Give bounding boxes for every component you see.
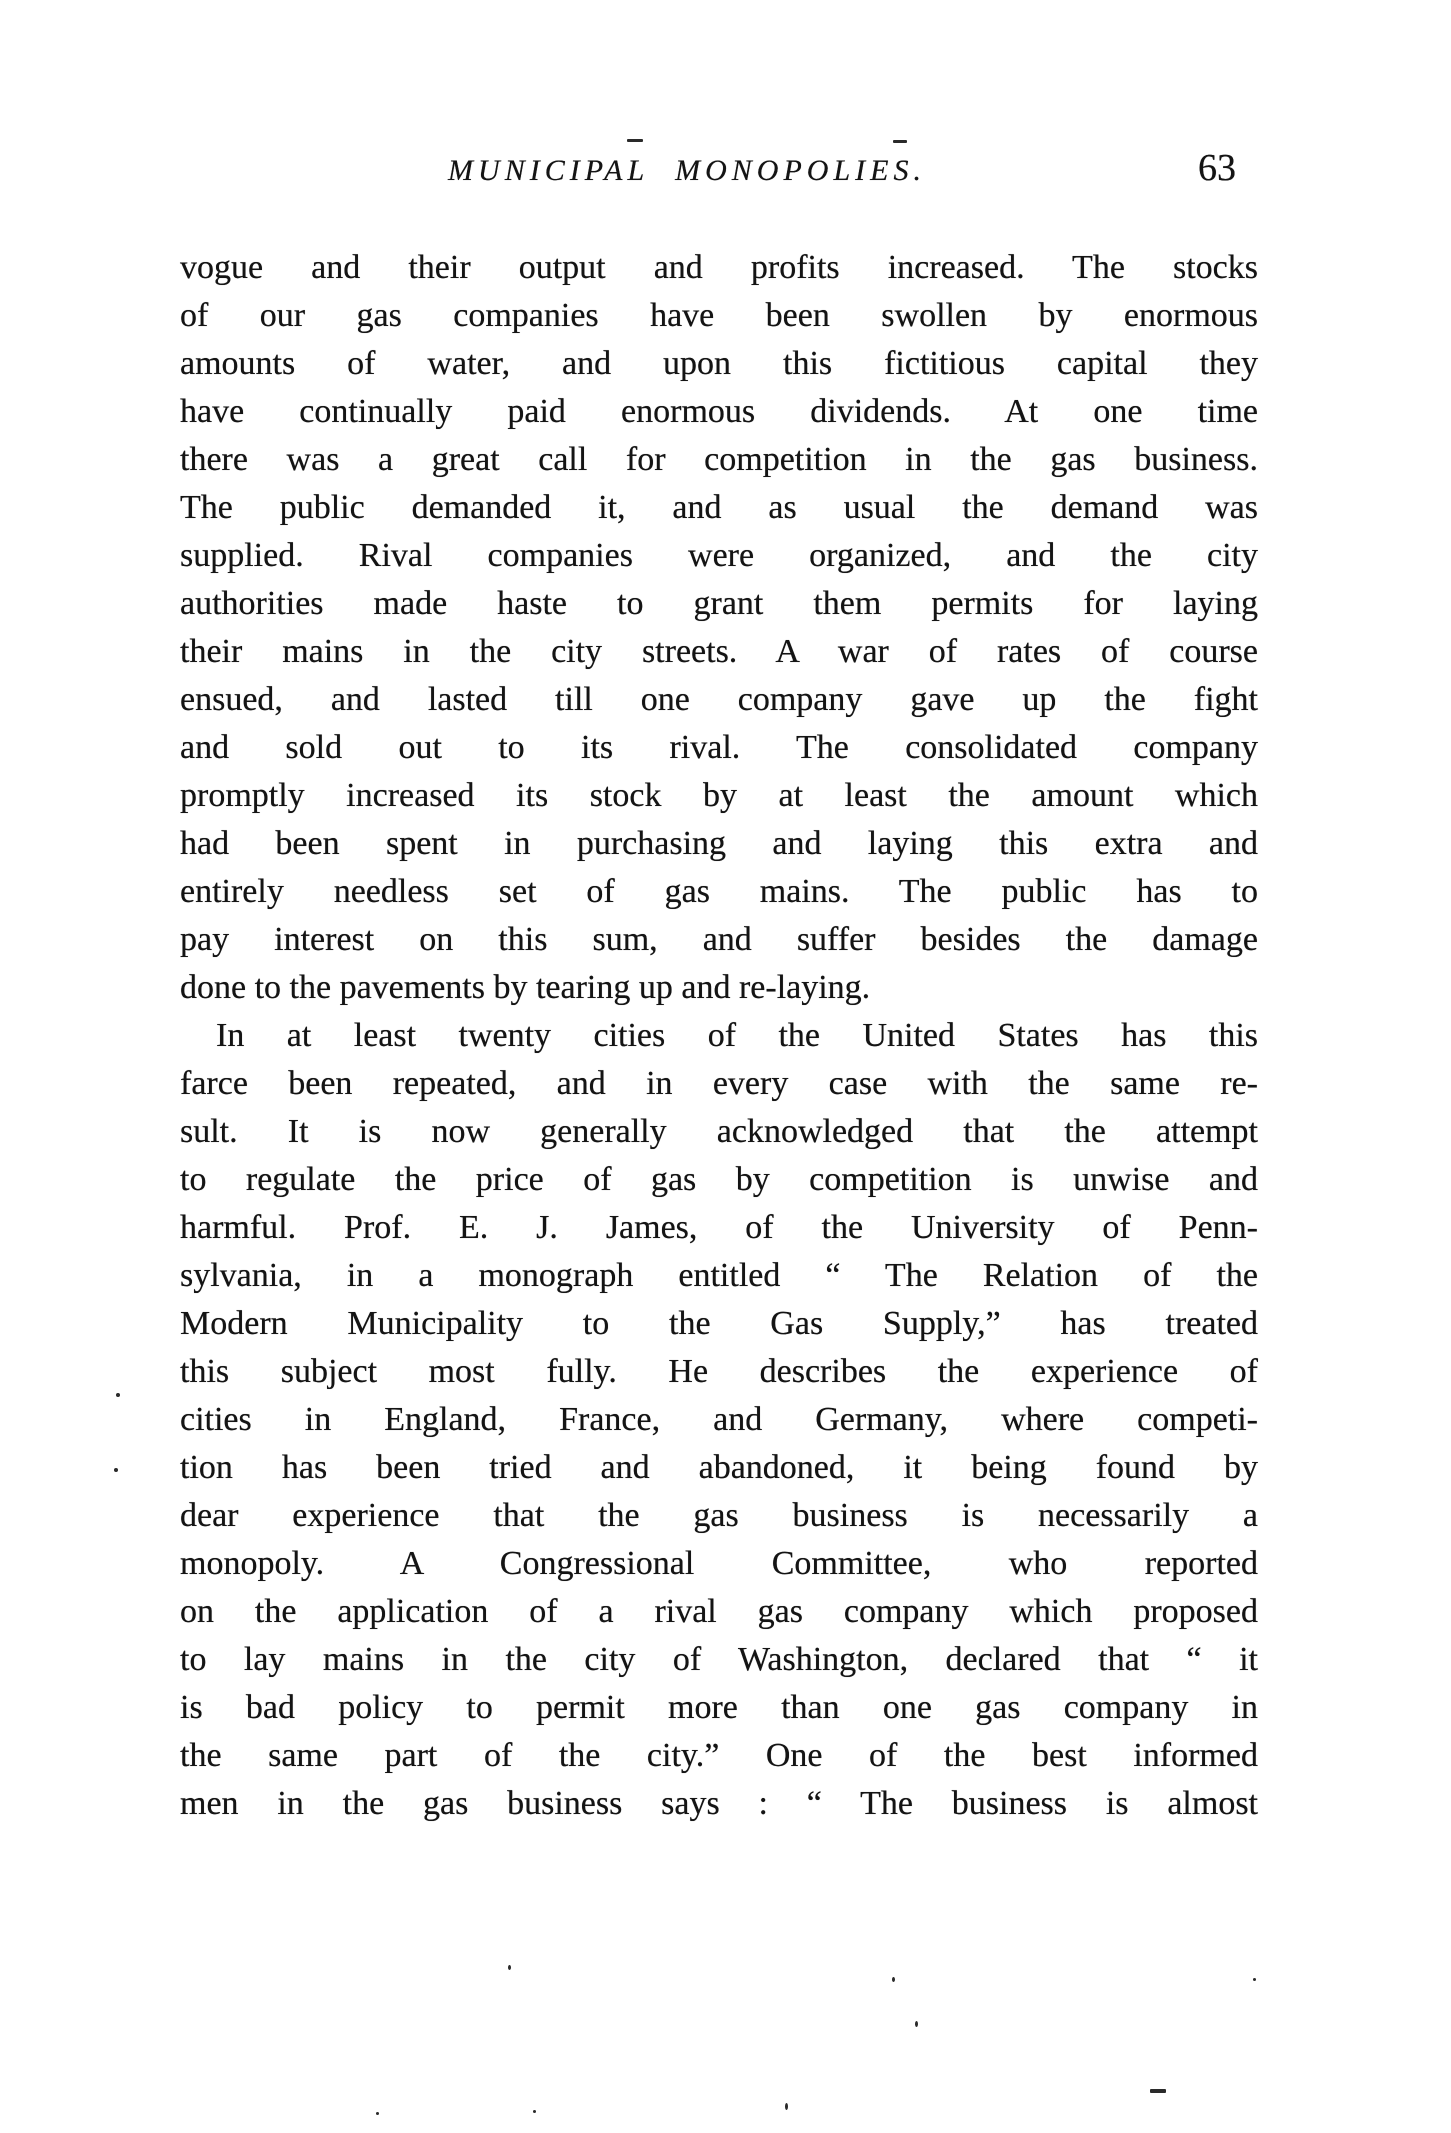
- text-line: cities in England, France, and Germany, where competi-: [180, 1401, 1258, 1438]
- text-line: sult. It is now generally acknowledged that the attempt: [180, 1113, 1258, 1150]
- text-line: dear experience that the gas business is necessarily a: [180, 1497, 1258, 1534]
- text-line: and sold out to its rival. The consolidated company: [180, 729, 1258, 766]
- text-line: Modern Municipality to the Gas Supply,” has treated: [180, 1305, 1258, 1342]
- text-line: The public demanded it, and as usual the demand was: [180, 489, 1258, 526]
- text-line: monopoly. A Congressional Committee, who reported: [180, 1545, 1258, 1582]
- text-line: have continually paid enormous dividends. At one time: [180, 393, 1258, 430]
- text-line: there was a great call for competition in the gas business.: [180, 441, 1258, 478]
- scan-speck: [1253, 1978, 1256, 1981]
- text-line: the same part of the city.” One of the best informed: [180, 1737, 1258, 1774]
- text-line: authorities made haste to grant them permits for laying: [180, 585, 1258, 622]
- text-line: to lay mains in the city of Washington, declared that “ it: [180, 1641, 1258, 1678]
- text-line: to regulate the price of gas by competition is unwise and: [180, 1161, 1258, 1198]
- text-line: their mains in the city streets. A war of rates of course: [180, 633, 1258, 670]
- scan-speck: [533, 2110, 536, 2113]
- text-line: pay interest on this sum, and suffer besides the damage: [180, 921, 1258, 958]
- text-line: on the application of a rival gas company which proposed: [180, 1593, 1258, 1630]
- text-line: vogue and their output and profits increased. The stocks: [180, 249, 1258, 286]
- text-line: supplied. Rival companies were organized, and the city: [180, 537, 1258, 574]
- scan-speck: [508, 1965, 511, 1970]
- scan-speck: [893, 140, 907, 143]
- text-line: done to the pavements by tearing up and re-laying.: [180, 969, 871, 1006]
- page-number: 63: [1198, 147, 1236, 189]
- text-line: this subject most fully. He describes the experience of: [180, 1353, 1258, 1390]
- scan-speck: [376, 2112, 379, 2115]
- text-line: tion has been tried and abandoned, it being found by: [180, 1449, 1258, 1486]
- scan-speck: [915, 2021, 918, 2027]
- text-line: farce been repeated, and in every case with the same re-: [180, 1065, 1258, 1102]
- text-line: sylvania, in a monograph entitled “ The Relation of the: [180, 1257, 1258, 1294]
- text-line: ensued, and lasted till one company gave up the fight: [180, 681, 1258, 718]
- text-line: men in the gas business says : “ The business is almost: [180, 1785, 1258, 1822]
- text-line: harmful. Prof. E. J. James, of the University of Penn-: [180, 1209, 1258, 1246]
- text-line: entirely needless set of gas mains. The public has to: [180, 873, 1258, 910]
- text-line: is bad policy to permit more than one gas company in: [180, 1689, 1258, 1726]
- text-line: of our gas companies have been swollen by enormous: [180, 297, 1258, 334]
- text-line: promptly increased its stock by at least the amount which: [180, 777, 1258, 814]
- page-header: [180, 146, 1258, 202]
- scan-speck: [116, 1393, 120, 1397]
- scan-speck: [1150, 2089, 1166, 2093]
- text-line: had been spent in purchasing and laying this extra and: [180, 825, 1258, 862]
- body-text: [180, 244, 1258, 1828]
- scan-speck: [785, 2103, 788, 2110]
- scan-speck: [627, 139, 643, 142]
- text-line: amounts of water, and upon this fictitious capital they: [180, 345, 1258, 382]
- text-line: In at least twenty cities of the United States has this: [216, 1017, 1258, 1054]
- scan-speck: [114, 1468, 118, 1472]
- running-title: MUNICIPAL MONOPOLIES.: [448, 154, 926, 187]
- scan-speck: [892, 1977, 895, 1982]
